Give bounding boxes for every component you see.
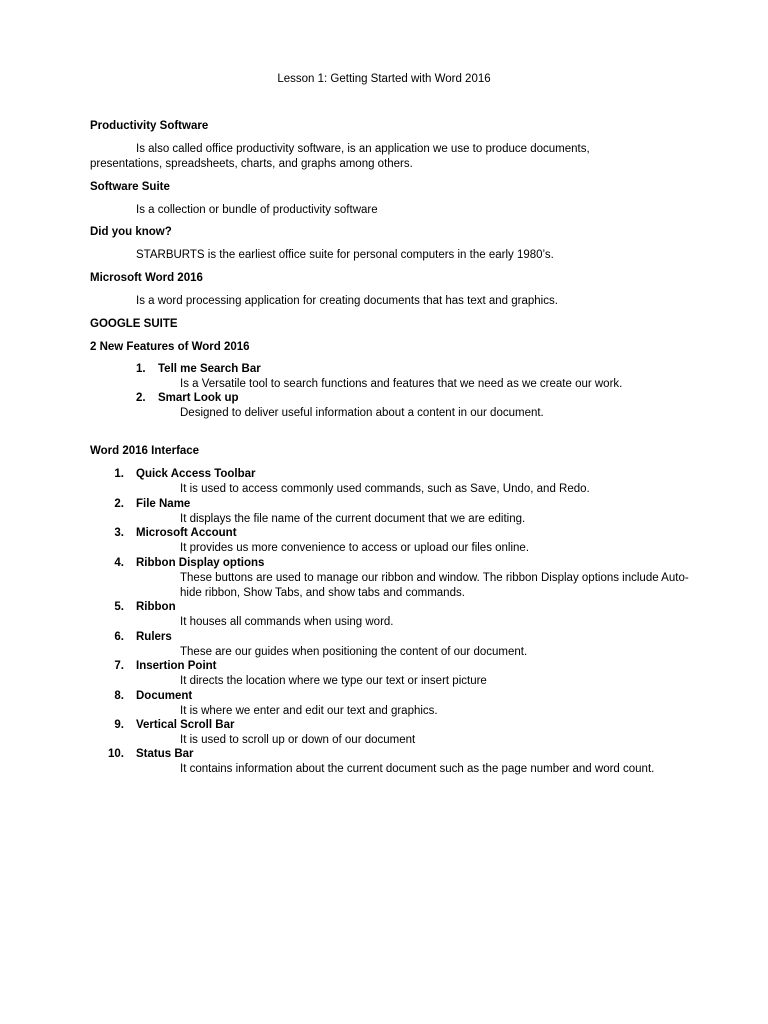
interface-item-label: Ribbon Display options bbox=[136, 557, 265, 569]
productivity-text-line2: presentations, spreadsheets, charts, and graphs among others. bbox=[90, 158, 413, 170]
interface-item-label: Vertical Scroll Bar bbox=[136, 719, 235, 731]
feature-label: Tell me Search Bar bbox=[158, 363, 261, 375]
interface-item-label: File Name bbox=[136, 498, 191, 510]
interface-item-description: These buttons are used to manage our ribbon and window. The ribbon Display options include Auto-hide ribbon, Show Tabs, and show tabs and commands. bbox=[180, 572, 689, 599]
interface-item-number: 1. bbox=[114, 468, 124, 480]
interface-item-number: 9. bbox=[114, 719, 124, 731]
heading-microsoft-word: Microsoft Word 2016 bbox=[90, 272, 203, 284]
interface-item-number: 8. bbox=[114, 690, 124, 702]
feature-description: Is a Versatile tool to search functions and features that we need as we create our work. bbox=[180, 378, 623, 390]
interface-item-description: It contains information about the current document such as the page number and word count. bbox=[180, 763, 655, 775]
interface-item-description: It displays the file name of the current document that we are editing. bbox=[180, 513, 526, 525]
interface-item-number: 2. bbox=[114, 498, 124, 510]
interface-item-label: Rulers bbox=[136, 631, 172, 643]
interface-item-number: 3. bbox=[114, 527, 124, 539]
heading-new-features: 2 New Features of Word 2016 bbox=[90, 341, 250, 353]
interface-item-number: 4. bbox=[114, 557, 124, 569]
interface-item-number: 5. bbox=[114, 601, 124, 613]
feature-number: 1. bbox=[136, 363, 146, 375]
did-you-know-text: STARBURTS is the earliest office suite for personal computers in the early 1980’s. bbox=[136, 249, 554, 261]
interface-item-label: Quick Access Toolbar bbox=[136, 468, 256, 480]
interface-item-description: It is where we enter and edit our text and graphics. bbox=[180, 705, 438, 717]
feature-number: 2. bbox=[136, 392, 146, 404]
interface-item-description: It provides us more convenience to access or upload our files online. bbox=[180, 542, 530, 554]
interface-item-label: Status Bar bbox=[136, 748, 194, 760]
heading-productivity-software: Productivity Software bbox=[90, 120, 209, 132]
heading-did-you-know: Did you know? bbox=[90, 226, 172, 238]
software-suite-text: Is a collection or bundle of productivity software bbox=[136, 204, 378, 216]
interface-item-number: 7. bbox=[114, 660, 124, 672]
heading-google-suite: GOOGLE SUITE bbox=[90, 318, 178, 330]
interface-item-number: 10. bbox=[108, 748, 124, 760]
interface-item-label: Document bbox=[136, 690, 193, 702]
microsoft-word-text: Is a word processing application for creating documents that has text and graphics. bbox=[136, 295, 558, 307]
interface-item-label: Insertion Point bbox=[136, 660, 217, 672]
interface-item-description: These are our guides when positioning the content of our document. bbox=[180, 646, 528, 658]
interface-item-description: It is used to access commonly used commands, such as Save, Undo, and Redo. bbox=[180, 483, 590, 495]
interface-item-label: Microsoft Account bbox=[136, 527, 237, 539]
page-title: Lesson 1: Getting Started with Word 2016 bbox=[277, 73, 491, 85]
interface-item-label: Ribbon bbox=[136, 601, 176, 613]
heading-software-suite: Software Suite bbox=[90, 181, 170, 193]
feature-label: Smart Look up bbox=[158, 392, 239, 404]
productivity-text-line1: Is also called office productivity software, is an application we use to produce documents, bbox=[136, 143, 590, 155]
interface-item-description: It houses all commands when using word. bbox=[180, 616, 394, 628]
feature-description: Designed to deliver useful information about a content in our document. bbox=[180, 407, 544, 419]
interface-item-number: 6. bbox=[114, 631, 124, 643]
interface-item-description: It is used to scroll up or down of our document bbox=[180, 734, 416, 746]
heading-word-interface: Word 2016 Interface bbox=[90, 445, 200, 457]
interface-item-description: It directs the location where we type our text or insert picture bbox=[180, 675, 487, 687]
